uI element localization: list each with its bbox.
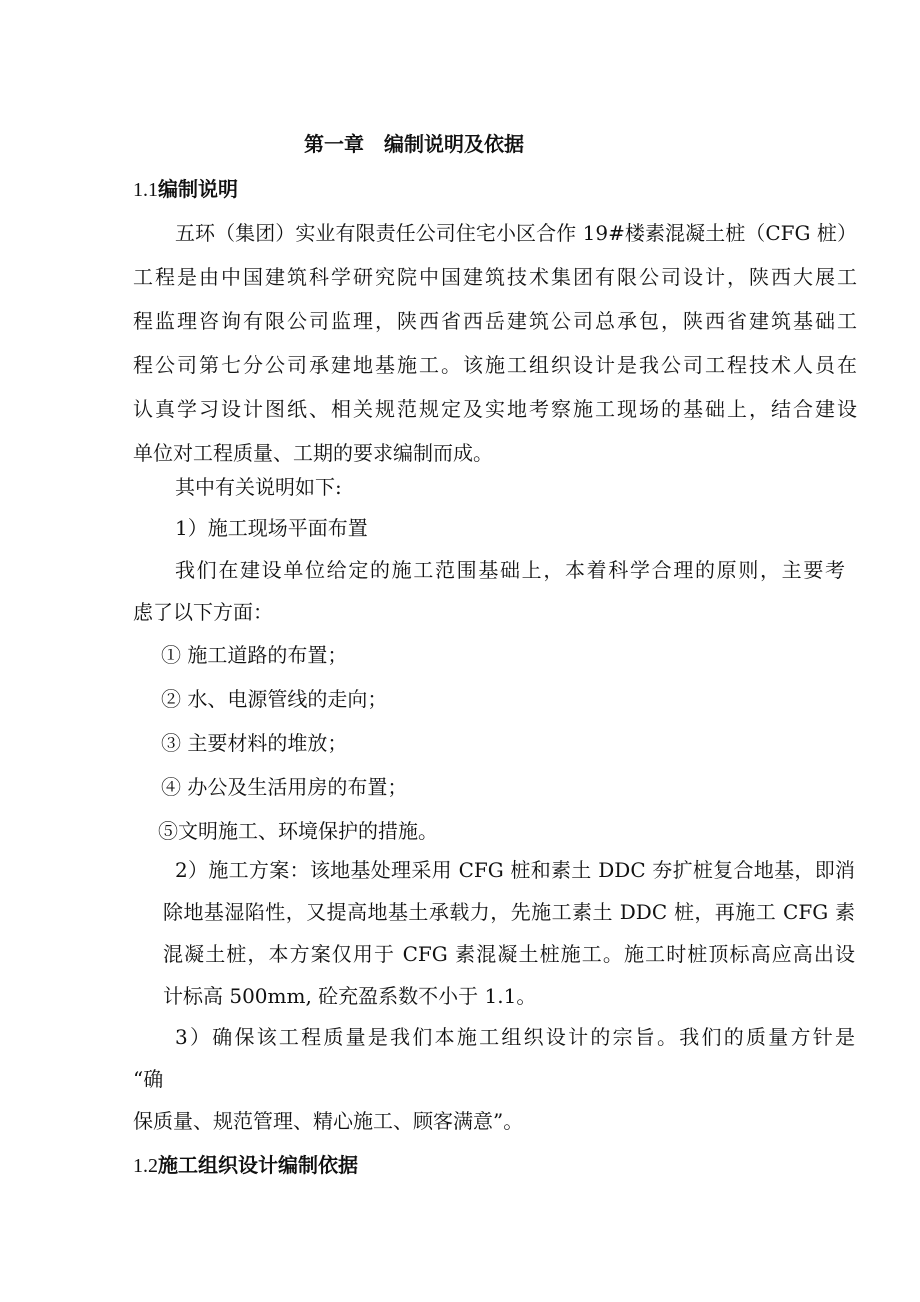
paragraph-line: 单位对工程质量、工期的要求编制而成。 [133,441,493,465]
item1-title: 1）施工现场平面布置 [175,516,368,540]
paragraph-line: 程监理咨询有限公司监理，陕西省西岳建筑公司总承包，陕西省建筑基础工 [133,309,857,333]
paragraph-line: 五环（集团）实业有限责任公司住宅小区合作 19#楼素混凝土桩（CFG 桩） [175,221,857,245]
section-number: 1.2 [133,1155,158,1177]
paragraph-line: 保质量、规范管理、精心施工、顾客满意”。 [133,1109,524,1133]
list-item: ④ 办公及生活用房的布置； [161,775,408,799]
paragraph-line: 工程是由中国建筑科学研究院中国建筑技术集团有限公司设计，陕西大展工 [133,265,857,289]
paragraph-line: 计标高 500mm, 砼充盈系数不小于 1.1。 [163,984,537,1008]
section-heading-1-1 [133,175,238,204]
paragraph-line: 程公司第七分公司承建地基施工。该施工组织设计是我公司工程技术人员在 [133,353,857,377]
section-number: 1.1 [133,179,158,201]
section-title: 施工组织设计编制依据 [158,1153,358,1177]
paragraph-line: 混凝土桩，本方案仅用于 CFG 素混凝土桩施工。施工时桩顶标高应高出设 [163,942,855,966]
paragraph-line: 3）确保该工程质量是我们本施工组织设计的宗旨。我们的质量方针是 [175,1025,855,1049]
notes-intro: 其中有关说明如下: [175,475,342,499]
paragraph-line: “确 [133,1067,164,1091]
chapter-title: 第一章 编制说明及依据 [304,132,524,156]
list-item: ① 施工道路的布置； [161,643,348,667]
paragraph-line: 虑了以下方面： [133,600,273,624]
paragraph-line: 除地基湿陷性，又提高地基土承载力，先施工素土 DDC 桩，再施工 CFG 素 [163,900,855,924]
section-title: 编制说明 [158,177,238,201]
section-heading-1-2 [133,1151,358,1180]
list-item: ⑤文明施工、环境保护的措施。 [158,819,438,843]
list-item: ② 水、电源管线的走向； [161,687,388,711]
paragraph-line: 2）施工方案：该地基处理采用 CFG 桩和素土 DDC 夯扩桩复合地基，即消 [175,858,855,882]
paragraph-line: 我们在建设单位给定的施工范围基础上，本着科学合理的原则，主要考 [175,558,845,582]
paragraph-line: 认真学习设计图纸、相关规范规定及实地考察施工现场的基础上，结合建设 [133,397,857,421]
list-item: ③ 主要材料的堆放； [161,731,348,755]
